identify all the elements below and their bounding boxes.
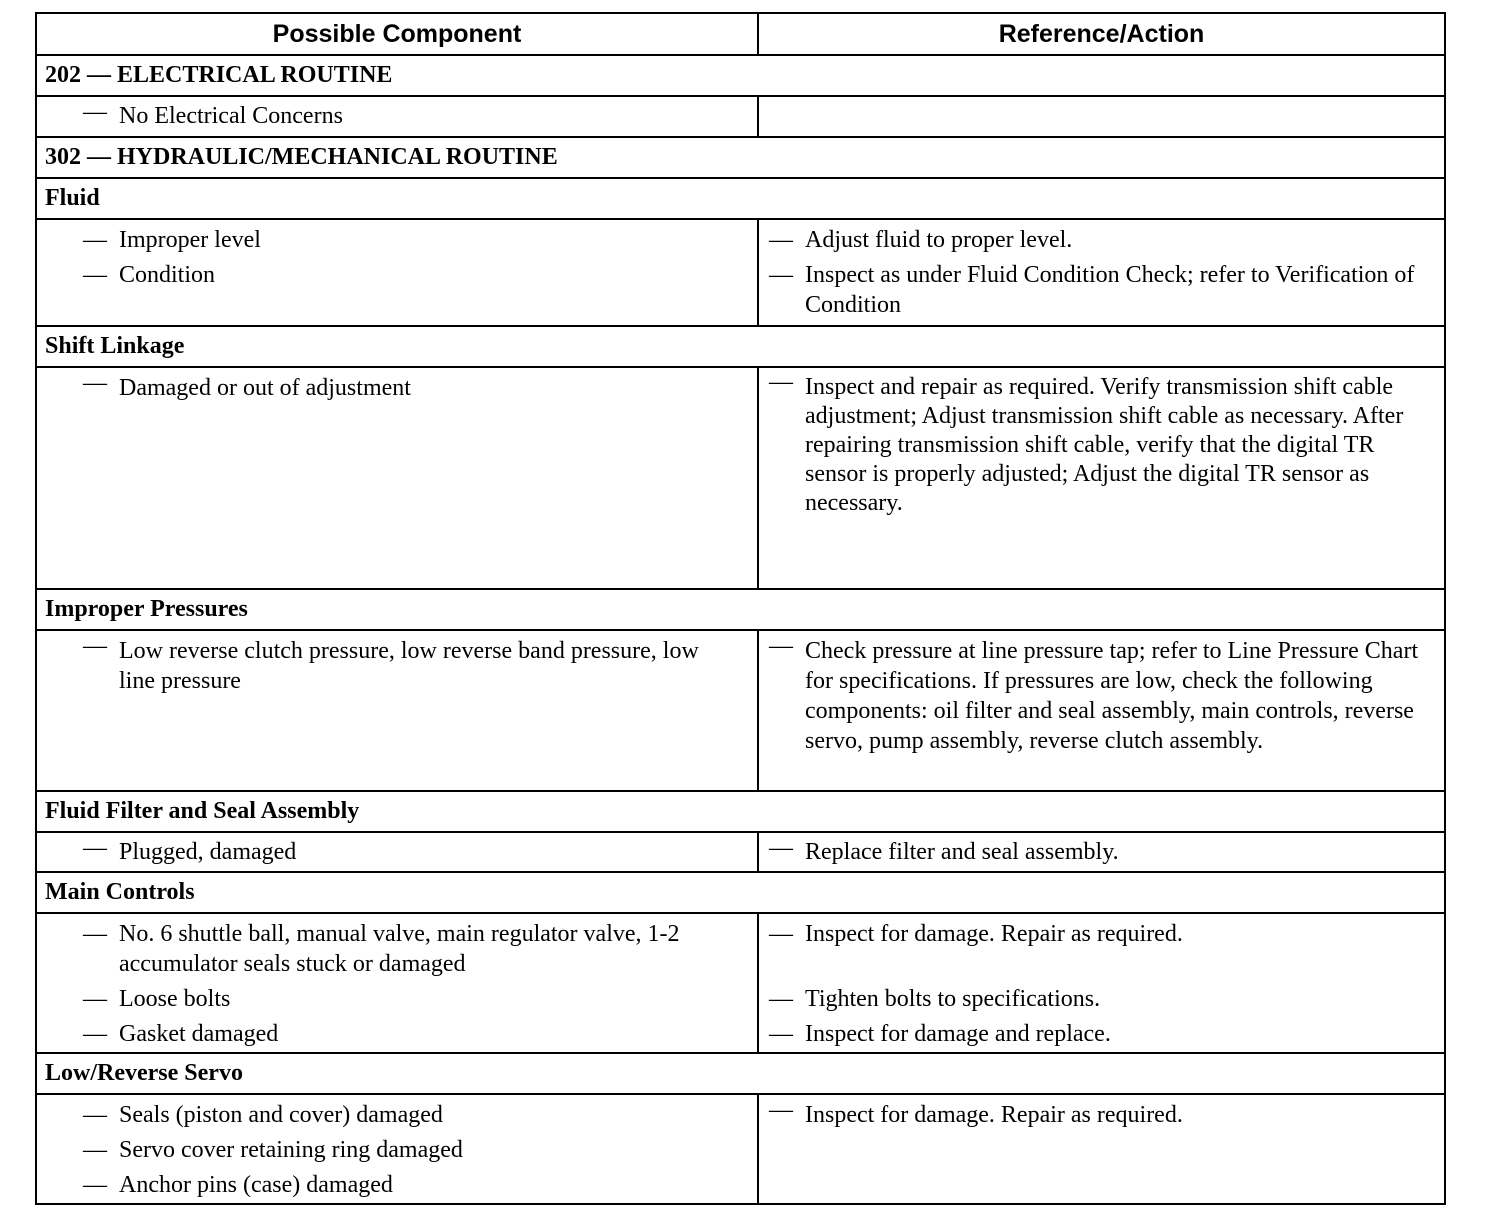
section-improper-pressures: Improper Pressures <box>36 589 1445 630</box>
component-item: — No. 6 shuttle ball, manual valve, main regulator valve, 1-2 accumulator seals stuck or damaged <box>83 921 680 977</box>
table-row <box>36 1094 1445 1204</box>
component-item: — Loose bolts <box>83 986 231 1012</box>
action-item: — Inspect for damage. Repair as required. <box>769 921 1183 947</box>
section-row <box>36 1053 1445 1094</box>
section-row <box>36 589 1445 630</box>
action-item: — Inspect for damage and replace. <box>769 1021 1111 1047</box>
section-fluid-filter-seal: Fluid Filter and Seal Assembly <box>36 791 1445 832</box>
component-cell <box>36 219 758 326</box>
component-item: — Low reverse clutch pressure, low reverse band pressure, low line pressure <box>83 633 699 694</box>
component-item: — Servo cover retaining ring damaged <box>83 1137 463 1163</box>
action-item: — Replace filter and seal assembly. <box>769 835 1119 865</box>
component-cell <box>36 832 758 872</box>
table-row <box>36 832 1445 872</box>
header-reference-action: Reference/Action <box>758 13 1445 55</box>
table-row <box>36 913 1445 1053</box>
action-cell <box>758 96 1445 137</box>
action-item: — Tighten bolts to specifications. <box>769 986 1101 1012</box>
component-item: — No Electrical Concerns <box>83 99 343 129</box>
section-fluid: Fluid <box>36 178 1445 219</box>
section-low-reverse-servo: Low/Reverse Servo <box>36 1053 1445 1094</box>
component-item: — Gasket damaged <box>83 1021 279 1047</box>
action-cell <box>758 630 1445 791</box>
diagnosis-table <box>35 12 1446 1205</box>
action-item: — Inspect as under Fluid Condition Check; refer to Verification of Condition <box>769 262 1415 318</box>
component-cell <box>36 630 758 791</box>
action-item: — Inspect and repair as required. Verify transmission shift cable adjustment; Adjust transmission shift cable as necessary. After repairing transmission shift cable, verify that the digital TR sensor is properly adjusted; Adjust the digital TR sensor as necessary. <box>769 369 1404 516</box>
component-cell <box>36 367 758 589</box>
table-row <box>36 96 1445 137</box>
action-cell <box>758 1094 1445 1204</box>
action-item: — Adjust fluid to proper level. <box>769 227 1073 253</box>
section-main-controls: Main Controls <box>36 872 1445 913</box>
section-row <box>36 137 1445 178</box>
section-row <box>36 55 1445 96</box>
header-possible-component: Possible Component <box>36 13 758 55</box>
component-cell <box>36 96 758 137</box>
component-cell <box>36 1094 758 1204</box>
action-cell <box>758 367 1445 589</box>
section-row <box>36 872 1445 913</box>
section-electrical-routine: 202 — ELECTRICAL ROUTINE <box>36 55 1445 96</box>
component-item: — Improper level <box>83 227 261 253</box>
action-item: — Inspect for damage. Repair as required. <box>769 1097 1183 1128</box>
section-row <box>36 791 1445 832</box>
section-hydraulic-routine: 302 — HYDRAULIC/MECHANICAL ROUTINE <box>36 137 1445 178</box>
action-cell <box>758 219 1445 326</box>
component-item: — Anchor pins (case) damaged <box>83 1172 393 1198</box>
action-cell <box>758 913 1445 1053</box>
action-cell <box>758 832 1445 872</box>
table-row <box>36 367 1445 589</box>
table-header-row <box>36 13 1445 55</box>
component-item: — Seals (piston and cover) damaged <box>83 1102 443 1128</box>
section-row <box>36 326 1445 367</box>
section-shift-linkage: Shift Linkage <box>36 326 1445 367</box>
component-cell <box>36 913 758 1053</box>
component-item: — Plugged, damaged <box>83 835 297 865</box>
table-row <box>36 219 1445 326</box>
table-row <box>36 630 1445 791</box>
section-row <box>36 178 1445 219</box>
action-item: — Check pressure at line pressure tap; refer to Line Pressure Chart for specifications. If pressures are low, check the following components: oil filter and seal assembly, main controls, reverse servo, pump assembly, reverse clutch assembly. <box>769 633 1419 754</box>
component-item: — Condition <box>83 262 216 288</box>
component-item: — Damaged or out of adjustment <box>83 370 411 401</box>
